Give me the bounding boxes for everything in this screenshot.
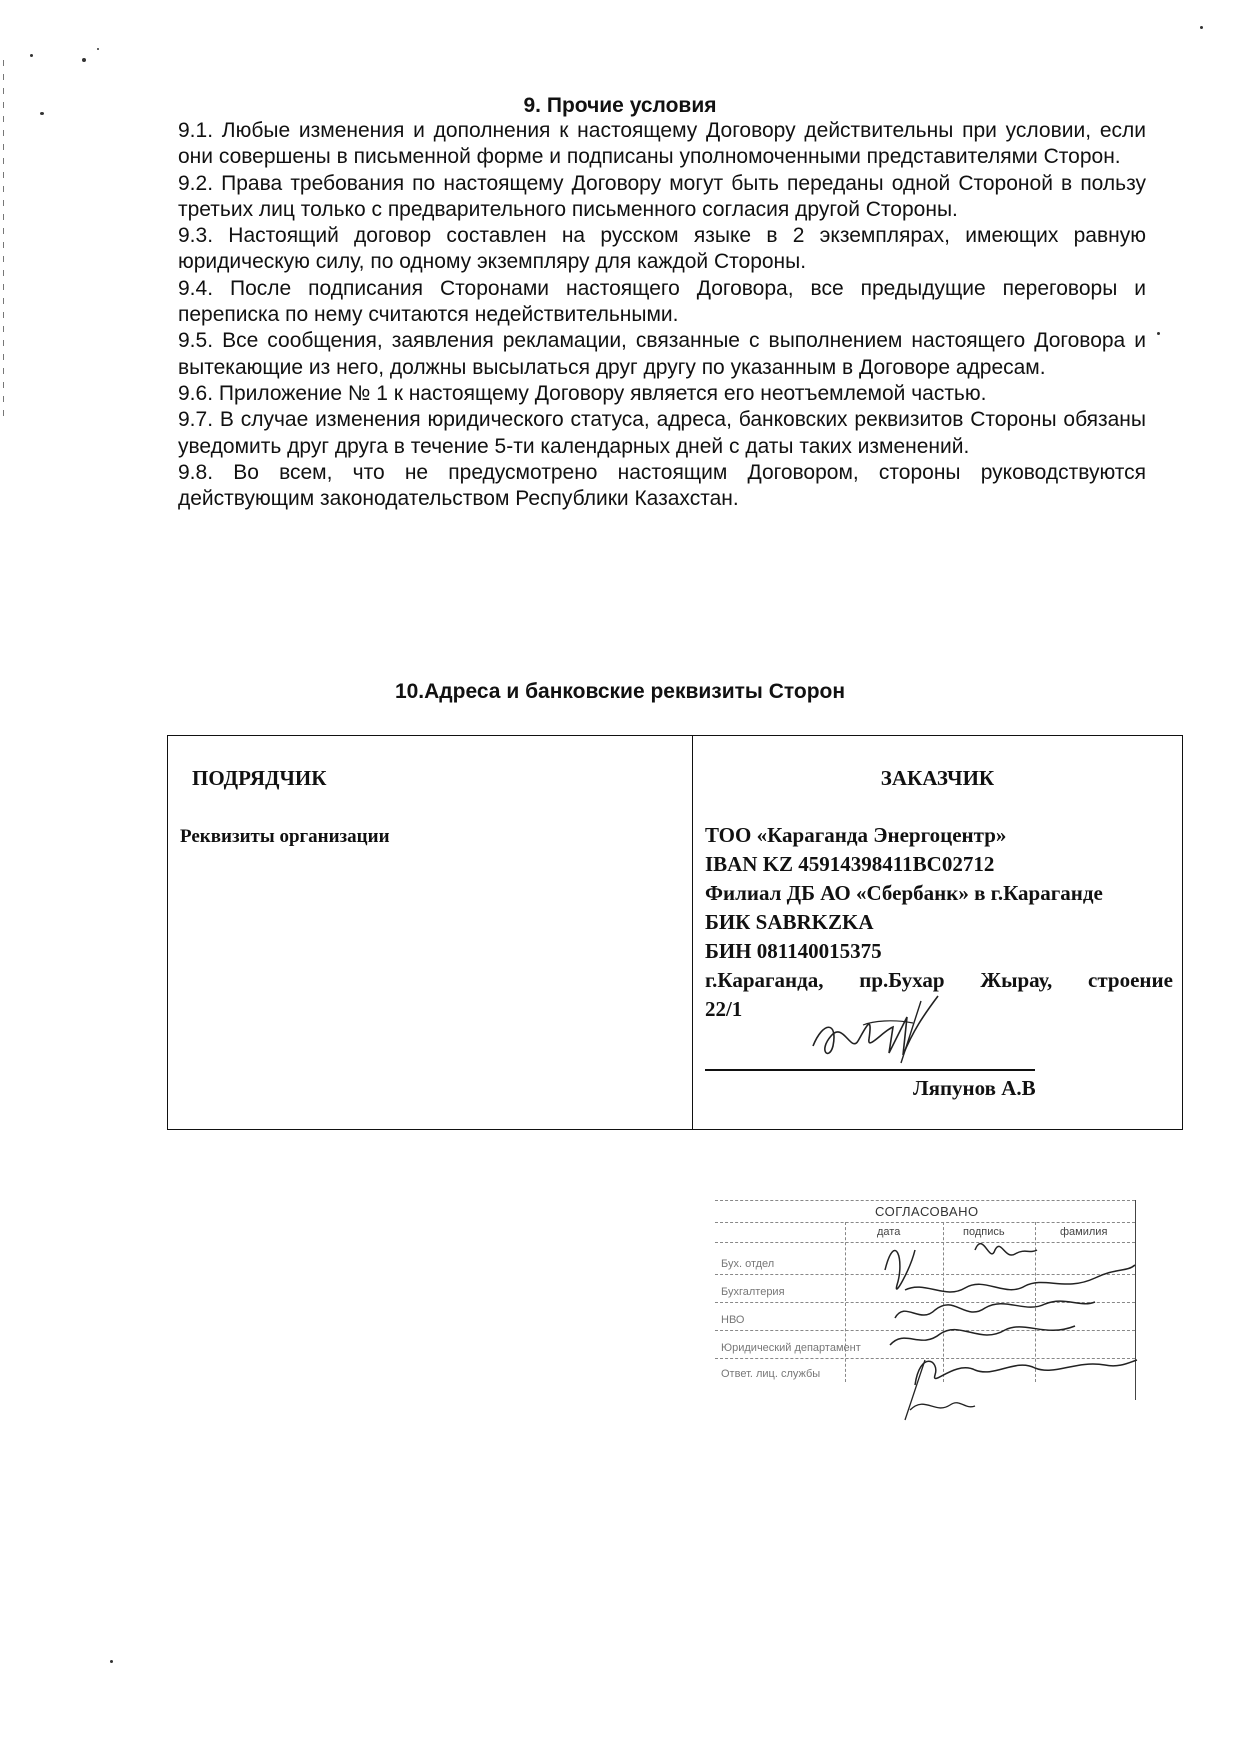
customer-heading: ЗАКАЗЧИК [880, 766, 995, 790]
scan-speck [97, 48, 99, 50]
approval-stamp [715, 1190, 1145, 1425]
stamp-row-label: НВО [721, 1314, 745, 1326]
address-word: пр.Бухар [859, 968, 945, 992]
clause-9-2: 9.2. Права требования по настоящему Договору могут быть переданы одной Стороной в пользу третьих лиц только с предварительного письменного согласия другой Стороны. [178, 171, 1146, 221]
customer-signature [803, 991, 973, 1071]
scan-speck [1157, 332, 1160, 335]
clause-9-7: 9.7. В случае изменения юридического статуса, адреса, банковских реквизитов Стороны обязаны уведомить друг друга в течение 5-ти календарных дней с даты таких изменений. [178, 408, 1146, 458]
clause-9-6: 9.6. Приложение № 1 к настоящему Договору является его неотъемлемой частью. [178, 381, 987, 405]
stamp-col-surname: фамилия [1060, 1226, 1108, 1238]
customer-signature-line [705, 1069, 1035, 1071]
stamp-rule [715, 1200, 1135, 1201]
customer-address-line-2: 22/1 [704, 997, 743, 1021]
clause-9-1: 9.1. Любые изменения и дополнения к настоящему Договору действительны при условии, если они совершены в письменной форме и подписаны уполномоченными представителями Сторон. [178, 119, 1146, 169]
scan-speck [82, 58, 86, 62]
scan-speck [30, 54, 33, 57]
approval-stamp-title: СОГЛАСОВАНО [875, 1204, 979, 1219]
contractor-requisites-label: Реквизиты организации [180, 826, 390, 847]
section-9-title: 9. Прочие условия [523, 94, 717, 117]
scan-speck [110, 1660, 113, 1663]
address-word: г.Караганда, [704, 968, 824, 992]
address-word: строение [1088, 968, 1173, 992]
address-word: Жырау, [980, 968, 1053, 992]
stamp-col-signature: подпись [963, 1226, 1005, 1238]
requisites-table [167, 735, 1183, 1130]
clause-9-5: 9.5. Все сообщения, заявления рекламации, связанные с выполнением настоящего Договора и вытекающие из него, должны высылаться друг другу по указанным в Договоре адресам. [178, 329, 1146, 379]
customer-org-name: ТОО «Караганда Энергоцентр» [704, 823, 1007, 847]
customer-bin: БИН 081140015375 [704, 939, 882, 963]
customer-iban: IBAN KZ 45914398411BC02712 [704, 852, 995, 876]
stamp-row-label: Ответ. лиц. службы [721, 1368, 821, 1380]
customer-signer-name: Ляпунов А.В [912, 1076, 1036, 1100]
customer-bik: БИК SABRKZKA [704, 910, 874, 934]
contractor-cell [168, 736, 693, 1130]
stamp-row-label: Бух. отдел [721, 1258, 775, 1270]
stamp-row-label: Юридический департамент [721, 1342, 861, 1354]
clause-9-8: 9.8. Во всем, что не предусмотрено настоящим Договором, стороны руководствуются действующим законодательством Республики Казахстан. [178, 460, 1146, 511]
stamp-row-label: Бухгалтерия [721, 1286, 785, 1298]
customer-bank: Филиал ДБ АО «Сбербанк» в г.Караганде [704, 881, 1103, 905]
customer-cell [692, 736, 1182, 1130]
stamp-col-date: дата [877, 1226, 901, 1238]
scan-speck [1200, 26, 1203, 29]
clause-9-3: 9.3. Настоящий договор составлен на русском языке в 2 экземплярах, имеющих равную юридическую силу, по одному экземпляру для каждой Стороны. [178, 224, 1146, 274]
clause-9-4: 9.4. После подписания Сторонами настоящего Договора, все предыдущие переговоры и переписка по нему считаются недействительными. [178, 276, 1146, 327]
approval-signatures [865, 1210, 1145, 1425]
section-9-clauses [178, 118, 1146, 512]
section-10-title: 10.Адреса и банковские реквизиты Сторон [394, 680, 846, 703]
contractor-heading: ПОДРЯДЧИК [192, 766, 327, 790]
